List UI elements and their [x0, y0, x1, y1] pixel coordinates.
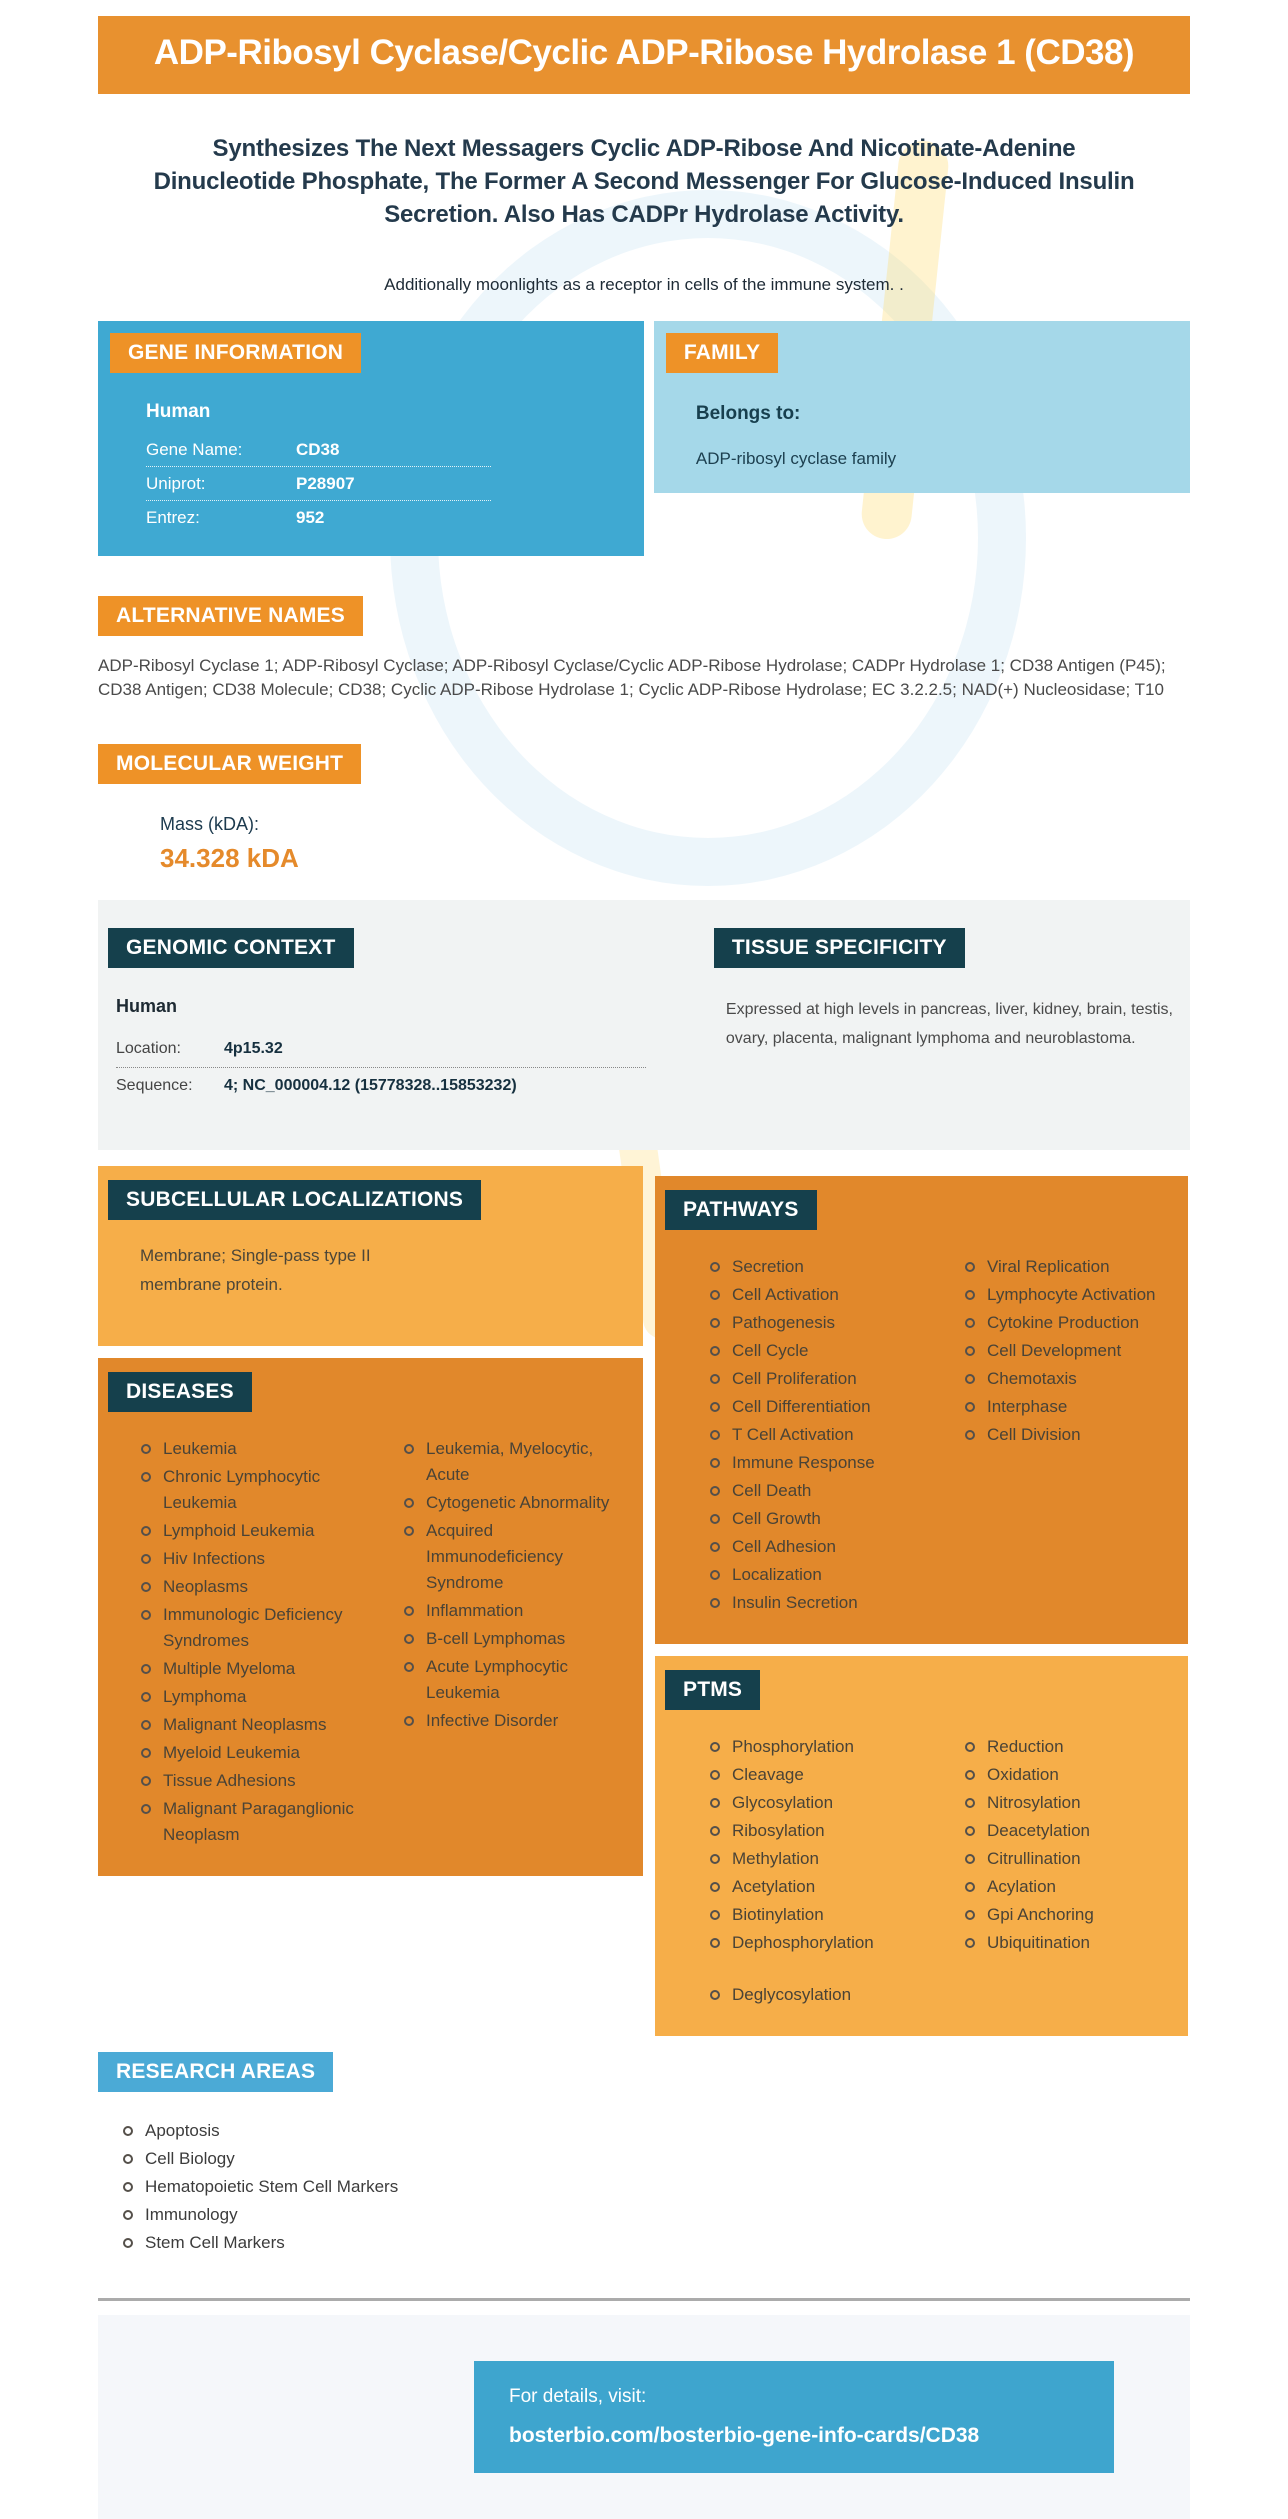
ptms-heading: PTMS — [665, 1670, 760, 1710]
list-item: Cell Proliferation — [705, 1366, 960, 1392]
mass-label: Mass (kDA): — [160, 814, 259, 835]
list-item: Cell Biology — [118, 2146, 418, 2172]
list-item: B-cell Lymphomas — [399, 1626, 634, 1652]
section-alternative-names — [98, 596, 1190, 702]
page-subtitle: Synthesizes The Next Messagers Cyclic ADP-Ribose And Nicotinate-Adenine Dinucleotide Phosphate, The Former A Second Messenger For Glucose-Induced Insulin Secretion. Also Has CADPr Hydrolase Activity. — [153, 134, 1135, 228]
section-tissue-specificity — [714, 928, 1190, 1104]
list-item: Apoptosis — [118, 2118, 418, 2144]
tissue-specificity-text: Expressed at high levels in pancreas, liver, kidney, brain, testis, ovary, placenta, malignant lymphoma and neuroblastoma. — [725, 1001, 1173, 1047]
list-item: Tissue Adhesions — [136, 1768, 381, 1794]
uniprot-label: Uniprot: — [146, 473, 206, 493]
pathways-list-col1 — [705, 1254, 960, 1618]
footer-divider — [98, 2298, 1190, 2301]
list-item: Acquired Immunodeficiency Syndrome — [399, 1518, 634, 1596]
family-belongs-label: Belongs to: — [695, 402, 801, 424]
footer-details-box — [474, 2361, 1114, 2473]
genomic-species-label: Human — [116, 996, 178, 1017]
list-item: Myeloid Leukemia — [136, 1740, 381, 1766]
list-item: Ubiquitination — [960, 1930, 1185, 1956]
page-content — [0, 16, 1288, 2519]
entrez-label: Entrez: — [146, 507, 200, 527]
list-item: Reduction — [960, 1734, 1185, 1760]
list-item: Multiple Myeloma — [136, 1656, 381, 1682]
list-item: Lymphoma — [136, 1684, 381, 1710]
list-item: Nitrosylation — [960, 1790, 1185, 1816]
list-item: Deacetylation — [960, 1818, 1185, 1844]
family-body — [666, 373, 1190, 493]
list-item: Dephosphorylation — [705, 1930, 960, 1956]
list-item: T Cell Activation — [705, 1422, 960, 1448]
list-item: Cell Differentiation — [705, 1394, 960, 1420]
gene-name-value: CD38 — [296, 439, 340, 459]
list-item: Inflammation — [399, 1598, 634, 1624]
list-item: Malignant Paraganglionic Neoplasm — [136, 1796, 381, 1848]
pathways-heading: PATHWAYS — [665, 1190, 817, 1230]
gene-information-body — [110, 373, 644, 556]
page-title: ADP-Ribosyl Cyclase/Cyclic ADP-Ribose Hydrolase 1 (CD38) — [153, 33, 1135, 72]
family-heading: FAMILY — [666, 333, 778, 373]
list-item: Cell Development — [960, 1338, 1185, 1364]
gene-information-heading: GENE INFORMATION — [110, 333, 361, 373]
location-row — [116, 1031, 646, 1068]
section-genomic-context — [108, 928, 714, 1104]
list-item: Interphase — [960, 1394, 1185, 1420]
entrez-row — [146, 501, 491, 534]
list-item: Pathogenesis — [705, 1310, 960, 1336]
location-value: 4p15.32 — [224, 1040, 283, 1058]
gene-name-row — [146, 433, 491, 467]
list-item: Cytogenetic Abnormality — [399, 1490, 634, 1516]
gene-name-label: Gene Name: — [146, 439, 243, 459]
list-item: Leukemia — [136, 1436, 381, 1462]
diseases-list-col2 — [399, 1436, 634, 1850]
sequence-label: Sequence: — [116, 1077, 193, 1095]
list-item: Infective Disorder — [399, 1708, 634, 1734]
subcellular-localizations-text: Membrane; Single-pass type II membrane protein. — [140, 1246, 371, 1294]
right-box-column — [655, 1176, 1188, 2036]
ptms-lists — [665, 1734, 1188, 2010]
list-item: Ribosylation — [705, 1818, 960, 1844]
alternative-names-heading: ALTERNATIVE NAMES — [98, 596, 363, 636]
section-molecular-weight — [98, 744, 1190, 874]
list-item: Cell Activation — [705, 1282, 960, 1308]
section-gene-information — [98, 321, 644, 556]
footer-url-link[interactable]: bosterbio.com/bosterbio-gene-info-cards/CD38 — [509, 2424, 980, 2448]
list-item: Methylation — [705, 1846, 960, 1872]
list-item: Cell Growth — [705, 1506, 960, 1532]
section-genomic-tissue-panel — [98, 900, 1190, 1150]
list-item: Malignant Neoplasms — [136, 1712, 381, 1738]
list-item: Neoplasms — [136, 1574, 381, 1600]
section-subcellular-localizations — [98, 1166, 643, 1346]
list-item: Cell Adhesion — [705, 1534, 960, 1560]
family-value: ADP-ribosyl cyclase family — [695, 448, 897, 468]
list-item: Immunologic Deficiency Syndromes — [136, 1602, 381, 1654]
list-item: Citrullination — [960, 1846, 1185, 1872]
pathways-lists — [665, 1254, 1188, 1618]
tissue-specificity-heading: TISSUE SPECIFICITY — [714, 928, 965, 968]
genomic-context-heading: GENOMIC CONTEXT — [108, 928, 354, 968]
list-item: Acute Lymphocytic Leukemia — [399, 1654, 634, 1706]
ptms-list-col2 — [960, 1734, 1185, 2010]
list-item: Acylation — [960, 1874, 1185, 1900]
list-item: Secretion — [705, 1254, 960, 1280]
sequence-value: 4; NC_000004.12 (15778328..15853232) — [224, 1077, 517, 1095]
gene-family-row — [98, 321, 1190, 556]
subcellular-localizations-heading: SUBCELLULAR LOCALIZATIONS — [108, 1180, 481, 1220]
list-item: Acetylation — [705, 1874, 960, 1900]
list-item: Phosphorylation — [705, 1734, 960, 1760]
research-areas-heading: RESEARCH AREAS — [98, 2052, 333, 2092]
list-item: Leukemia, Myelocytic, Acute — [399, 1436, 634, 1488]
section-diseases — [98, 1358, 643, 1876]
list-item: Hiv Infections — [136, 1546, 381, 1572]
list-item: Cytokine Production — [960, 1310, 1185, 1336]
list-item: Deglycosylation — [705, 1982, 960, 2008]
location-label: Location: — [116, 1040, 181, 1058]
list-item: Gpi Anchoring — [960, 1902, 1185, 1928]
diseases-lists — [108, 1436, 643, 1850]
list-item: Cell Cycle — [705, 1338, 960, 1364]
diseases-list-col1 — [136, 1436, 381, 1850]
alternative-names-text: ADP-Ribosyl Cyclase 1; ADP-Ribosyl Cyclase; ADP-Ribosyl Cyclase/Cyclic ADP-Ribose Hydrolase; CADPr Hydrolase 1; CD38 Antigen (P45); CD38 Antigen; CD38 Molecule; CD38; Cyclic ADP-Ribose Hydrolase 1; Cyclic ADP-Ribose Hydrolase; EC 3.2.2.5; NAD(+) Nucleosidase; T10 — [98, 655, 1166, 699]
entrez-value: 952 — [296, 507, 325, 527]
list-item: Localization — [705, 1562, 960, 1588]
sequence-row — [116, 1068, 646, 1104]
list-item: Glycosylation — [705, 1790, 960, 1816]
molecular-weight-heading: MOLECULAR WEIGHT — [98, 744, 361, 784]
uniprot-row — [146, 467, 491, 501]
list-item: Immunology — [118, 2202, 418, 2228]
footer-visit-label: For details, visit: — [509, 2386, 647, 2408]
diseases-heading: DISEASES — [108, 1372, 252, 1412]
section-ptms — [655, 1656, 1188, 2036]
list-item: Cell Division — [960, 1422, 1185, 1448]
gene-species-label: Human — [146, 400, 211, 422]
mass-value: 34.328 kDA — [160, 843, 299, 874]
list-item: Chemotaxis — [960, 1366, 1185, 1392]
header-banner — [98, 16, 1190, 94]
section-pathways — [655, 1176, 1188, 1644]
list-item: Insulin Secretion — [705, 1590, 960, 1616]
orange-boxes-row — [98, 1166, 1190, 2036]
list-item: Lymphoid Leukemia — [136, 1518, 381, 1544]
left-box-column — [98, 1166, 643, 1876]
list-item: Viral Replication — [960, 1254, 1185, 1280]
list-item: Oxidation — [960, 1762, 1185, 1788]
list-item: Stem Cell Markers — [118, 2230, 418, 2256]
research-areas-list — [118, 2118, 418, 2256]
list-item: Immune Response — [705, 1450, 960, 1476]
list-item: Cell Death — [705, 1478, 960, 1504]
list-item: Lymphocyte Activation — [960, 1282, 1185, 1308]
section-research-areas — [98, 2052, 1190, 2256]
section-family — [654, 321, 1190, 493]
pathways-list-col2 — [960, 1254, 1185, 1618]
list-item: Chronic Lymphocytic Leukemia — [136, 1464, 381, 1516]
ptms-list-col1 — [705, 1734, 960, 2010]
page-note: Additionally moonlights as a receptor in cells of the immune system. . — [384, 274, 904, 294]
uniprot-value: P28907 — [296, 473, 355, 493]
list-item: Biotinylation — [705, 1902, 960, 1928]
list-item: Cleavage — [705, 1762, 960, 1788]
list-item: Hematopoietic Stem Cell Markers — [118, 2174, 418, 2200]
